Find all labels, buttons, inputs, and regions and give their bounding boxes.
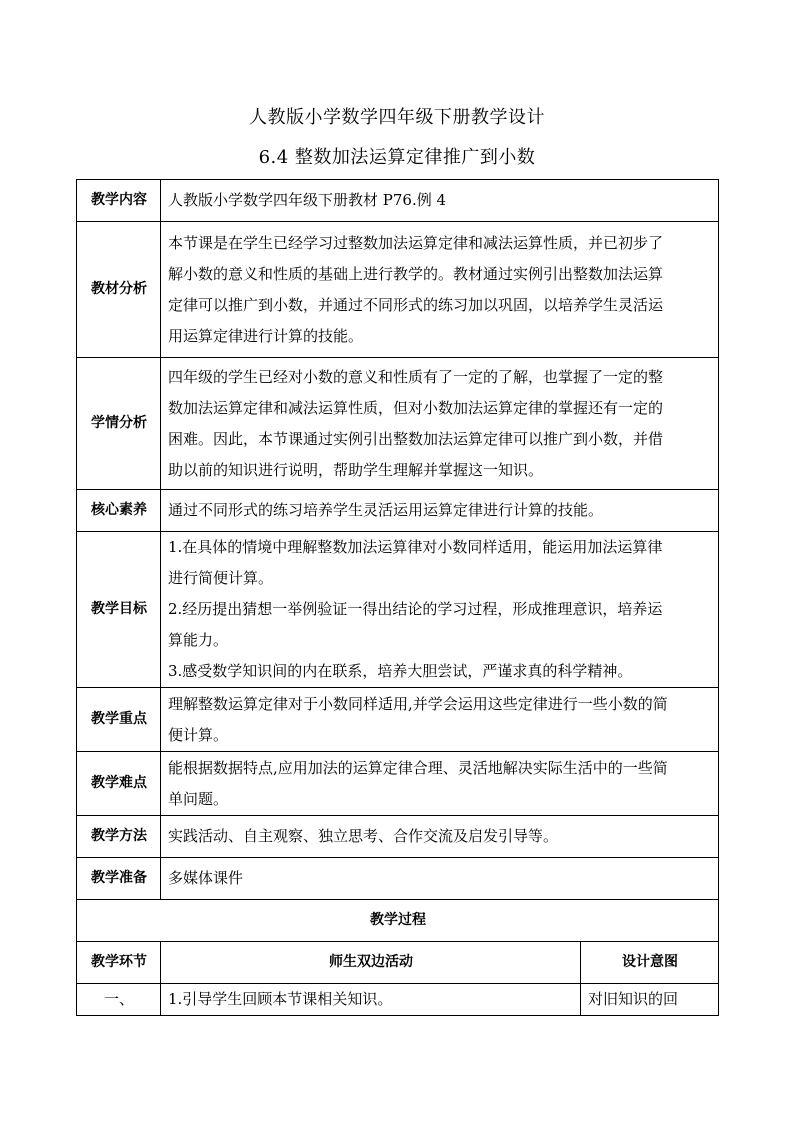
text-line: 人教版小学数学四年级下册教材 P76.例 4 — [168, 191, 447, 209]
label-student-analysis: 学情分析 — [77, 358, 161, 490]
text-line: 1.在具体的情境中理解整数加法运算律对小数同样适用，能运用加法运算律 — [168, 538, 663, 556]
col-header-intent: 设计意图 — [581, 942, 719, 984]
row-teaching-methods — [77, 816, 719, 858]
process-heading: 教学过程 — [77, 900, 719, 942]
value-student-analysis — [161, 358, 719, 490]
row-teaching-goals — [77, 532, 719, 688]
text-line: 单问题。 — [168, 789, 229, 808]
row-student-analysis — [77, 358, 719, 490]
label-key-points: 教学重点 — [77, 688, 161, 752]
stage-one: 一、 — [77, 984, 161, 1016]
activity-one: 1.引导学生回顾本节课相关知识。 — [161, 984, 581, 1016]
text-line: 解小数的意义和性质的基础上进行教学的。教材通过实例引出整数加法运算 — [168, 264, 664, 283]
value-teaching-prep — [161, 858, 719, 900]
text-line: 本节课是在学生已经学习过整数加法运算定律和减法运算性质，并已初步了 — [168, 233, 664, 252]
lesson-plan-table — [76, 179, 719, 1016]
value-teaching-goals — [161, 532, 719, 688]
text-line: 理解整数运算定律对于小数同样适用,并学会运用这些定律进行一些小数的简 — [168, 694, 668, 713]
label-teaching-prep: 教学准备 — [77, 858, 161, 900]
text-line: 进行简便计算。 — [168, 569, 274, 587]
text-line: 四年级的学生已经对小数的意义和性质有了一定的了解，也掌握了一定的整 — [168, 367, 664, 386]
value-teaching-content — [161, 180, 719, 222]
col-header-stage: 教学环节 — [77, 942, 161, 984]
text-line: 助以前的知识进行说明，帮助学生理解并掌握这一知识。 — [168, 460, 544, 479]
text-line: 用运算定律进行计算的技能。 — [168, 326, 364, 345]
text-line: 2.经历提出猜想一举例验证一得出结论的学习过程，形成推理意识，培养运 — [168, 600, 663, 618]
text-line: 数加法运算定律和减法运算性质，但对小数加法运算定律的掌握还有一定的 — [168, 398, 664, 417]
row-teaching-prep — [77, 858, 719, 900]
col-header-activity: 师生双边活动 — [161, 942, 581, 984]
row-key-points — [77, 688, 719, 752]
row-core-literacy — [77, 490, 719, 532]
text-line: 困难。因此，本节课通过实例引出整数加法运算定律可以推广到小数，并借 — [168, 429, 664, 448]
label-material-analysis: 教材分析 — [77, 222, 161, 358]
lesson-title: 6.4 整数加法运算定律推广到小数 — [258, 147, 536, 168]
value-difficulties — [161, 752, 719, 816]
value-teaching-methods — [161, 816, 719, 858]
value-material-analysis — [161, 222, 719, 358]
value-core-literacy — [161, 490, 719, 532]
text-line: 通过不同形式的练习培养学生灵活运用运算定律进行计算的技能。 — [168, 501, 604, 519]
value-key-points — [161, 688, 719, 752]
text-line: 多媒体课件 — [168, 869, 244, 887]
label-teaching-goals: 教学目标 — [77, 532, 161, 688]
row-process-heading — [77, 900, 719, 942]
text-line: 便计算。 — [168, 725, 229, 744]
row-material-analysis — [77, 222, 719, 358]
row-teaching-content — [77, 180, 719, 222]
intent-one: 对旧知识的回 — [581, 984, 719, 1016]
label-teaching-methods: 教学方法 — [77, 816, 161, 858]
row-difficulties — [77, 752, 719, 816]
label-difficulties: 教学难点 — [77, 752, 161, 816]
document-title: 人教版小学数学四年级下册教学设计 — [249, 107, 545, 128]
text-line: 算能力。 — [168, 631, 229, 649]
text-line: 实践活动、自主观察、独立思考、合作交流及启发引导等。 — [168, 827, 559, 845]
text-line: 3.感受数学知识间的内在联系，培养大胆尝试，严谨求真的科学精神。 — [168, 662, 633, 680]
text-line: 能根据数据特点,应用加法的运算定律合理、灵活地解决实际生活中的一些简 — [168, 758, 668, 777]
label-teaching-content: 教学内容 — [77, 180, 161, 222]
text-line: 定律可以推广到小数，并通过不同形式的练习加以巩固，以培养学生灵活运 — [168, 295, 664, 314]
row-process-first — [77, 984, 719, 1016]
row-process-columns — [77, 942, 719, 984]
label-core-literacy: 核心素养 — [77, 490, 161, 532]
